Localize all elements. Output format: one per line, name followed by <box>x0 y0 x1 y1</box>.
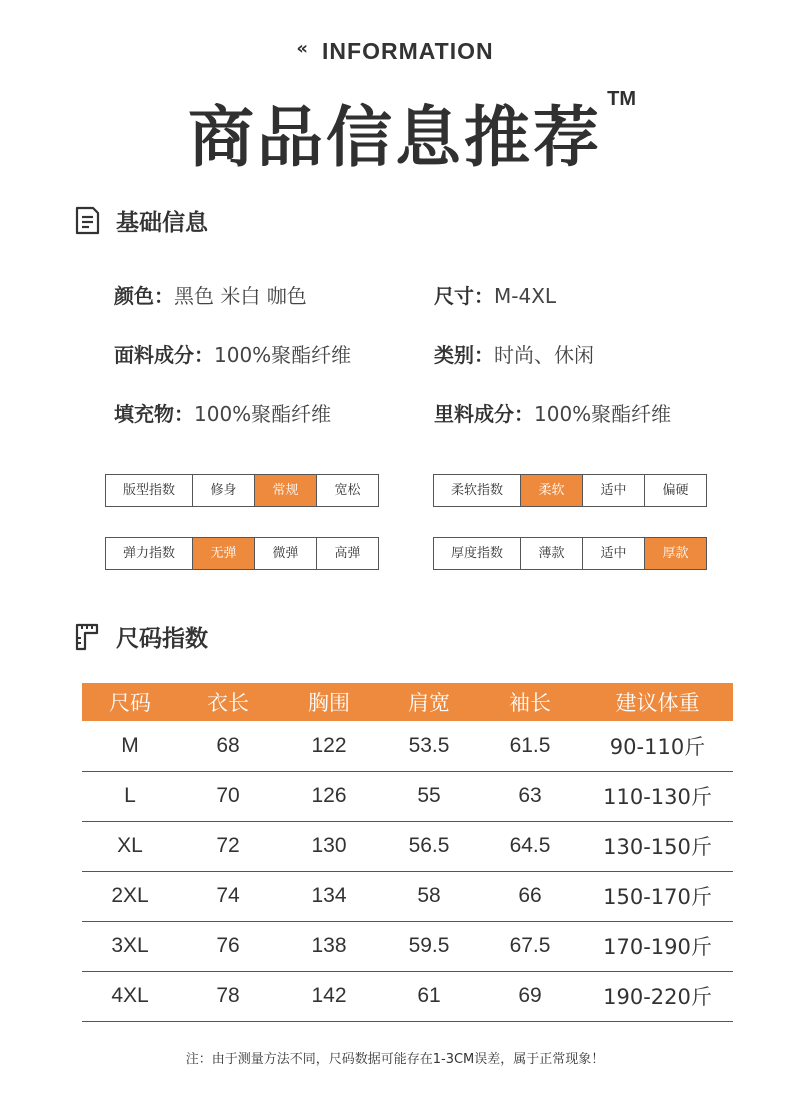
index-option: 微弹 <box>254 538 316 569</box>
info-size <box>434 280 556 309</box>
table-row <box>82 971 733 1021</box>
table-row <box>82 821 733 871</box>
table-cell: 68 <box>178 721 278 771</box>
index-option-selected: 厚款 <box>644 538 706 569</box>
table-cell: 122 <box>278 721 380 771</box>
index-name: 厚度指数 <box>434 538 520 569</box>
index-name: 版型指数 <box>106 475 192 506</box>
table-cell: 61.5 <box>478 721 582 771</box>
table-cell: 76 <box>178 921 278 971</box>
info-label: 类别： <box>434 343 494 367</box>
table-row <box>82 771 733 821</box>
index-option: 高弹 <box>316 538 378 569</box>
index-option: 适中 <box>582 538 644 569</box>
table-row <box>82 721 733 771</box>
info-label: 面料成分： <box>114 343 214 367</box>
table-cell: 67.5 <box>478 921 582 971</box>
table-cell: 55 <box>380 771 478 821</box>
table-cell: 90-110斤 <box>582 721 733 771</box>
index-softness <box>433 474 707 507</box>
double-chevron-left-icon: « <box>296 38 307 59</box>
table-row <box>82 921 733 971</box>
info-value: 100%聚酯纤维 <box>214 343 352 367</box>
index-option: 薄款 <box>520 538 582 569</box>
trademark-mark: TM <box>607 88 636 110</box>
table-cell: 3XL <box>82 921 178 971</box>
info-value: M-4XL <box>494 284 557 308</box>
table-cell: 190-220斤 <box>582 971 733 1021</box>
info-label: 里料成分： <box>434 402 534 426</box>
column-header: 建议体重 <box>582 683 733 721</box>
ruler-icon <box>74 622 100 652</box>
table-cell: 130 <box>278 821 380 871</box>
table-cell: 69 <box>478 971 582 1021</box>
info-value: 时尚、休闲 <box>494 343 594 367</box>
index-name: 柔软指数 <box>434 475 520 506</box>
table-cell: 61 <box>380 971 478 1021</box>
info-value: 100%聚酯纤维 <box>534 402 672 426</box>
table-cell: 63 <box>478 771 582 821</box>
column-header: 肩宽 <box>380 683 478 721</box>
table-cell: XL <box>82 821 178 871</box>
column-header: 衣长 <box>178 683 278 721</box>
info-lining <box>434 398 671 427</box>
table-cell: 110-130斤 <box>582 771 733 821</box>
table-cell: 2XL <box>82 871 178 921</box>
table-cell: 64.5 <box>478 821 582 871</box>
size-index-heading <box>74 620 208 653</box>
index-option-selected: 无弹 <box>192 538 254 569</box>
table-cell: 130-150斤 <box>582 821 733 871</box>
table-header-row <box>82 683 733 721</box>
info-value: 100%聚酯纤维 <box>194 402 332 426</box>
table-cell: 74 <box>178 871 278 921</box>
table-cell: 66 <box>478 871 582 921</box>
index-option: 宽松 <box>316 475 378 506</box>
table-cell: 59.5 <box>380 921 478 971</box>
table-cell: 56.5 <box>380 821 478 871</box>
column-header: 尺码 <box>82 683 178 721</box>
index-name: 弹力指数 <box>106 538 192 569</box>
table-cell: 170-190斤 <box>582 921 733 971</box>
table-cell: 53.5 <box>380 721 478 771</box>
table-cell: 58 <box>380 871 478 921</box>
size-index-title: 尺码指数 <box>116 626 208 652</box>
basic-info-heading <box>74 204 208 237</box>
page-title-text: 商品信息推荐 <box>188 99 602 176</box>
table-cell: 126 <box>278 771 380 821</box>
table-cell: 70 <box>178 771 278 821</box>
page-title <box>0 84 790 179</box>
table-cell: L <box>82 771 178 821</box>
eyebrow-text: INFORMATION <box>322 38 494 64</box>
index-thickness <box>433 537 707 570</box>
header-eyebrow <box>0 38 790 65</box>
column-header: 胸围 <box>278 683 380 721</box>
index-option-selected: 常规 <box>254 475 316 506</box>
size-table <box>82 683 733 1022</box>
info-fabric <box>114 339 351 368</box>
table-row <box>82 871 733 921</box>
basic-info-title: 基础信息 <box>116 210 208 236</box>
info-label: 颜色： <box>114 284 174 308</box>
info-category <box>434 339 594 368</box>
table-cell: 78 <box>178 971 278 1021</box>
footnote: 注：由于测量方法不同，尺码数据可能存在1-3CM误差，属于正常现象！ <box>185 1052 605 1067</box>
info-color <box>114 280 307 309</box>
column-header: 袖长 <box>478 683 582 721</box>
index-option-selected: 柔软 <box>520 475 582 506</box>
table-cell: 4XL <box>82 971 178 1021</box>
info-filling <box>114 398 331 427</box>
document-icon <box>74 206 100 236</box>
table-cell: 72 <box>178 821 278 871</box>
index-elasticity <box>105 537 379 570</box>
index-option: 修身 <box>192 475 254 506</box>
table-cell: 134 <box>278 871 380 921</box>
table-cell: 142 <box>278 971 380 1021</box>
table-cell: M <box>82 721 178 771</box>
table-cell: 138 <box>278 921 380 971</box>
info-value: 黑色 米白 咖色 <box>174 284 307 308</box>
table-cell: 150-170斤 <box>582 871 733 921</box>
info-label: 尺寸： <box>434 284 494 308</box>
index-fit <box>105 474 379 507</box>
info-label: 填充物： <box>114 402 194 426</box>
index-option: 偏硬 <box>644 475 706 506</box>
index-option: 适中 <box>582 475 644 506</box>
